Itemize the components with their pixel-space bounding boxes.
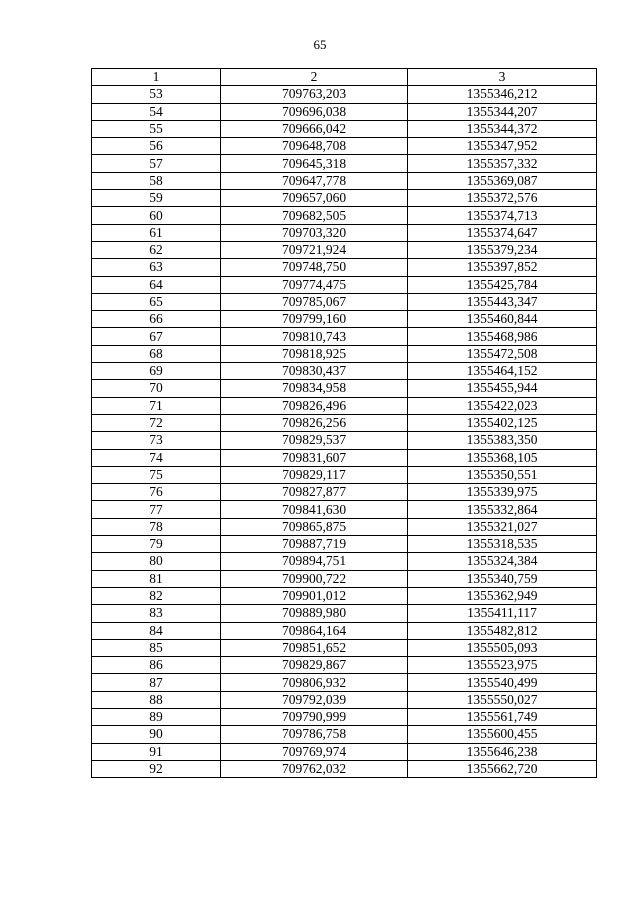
cell-y-coordinate: 1355344,372: [408, 120, 597, 137]
page-number: 65: [313, 37, 327, 52]
cell-point-number: 81: [92, 570, 221, 587]
cell-x-coordinate: 709648,708: [221, 138, 408, 155]
table-row: [92, 397, 597, 414]
cell-x-coordinate: 709834,958: [221, 380, 408, 397]
cell-y-coordinate: 1355374,647: [408, 224, 597, 241]
cell-y-coordinate: 1355374,713: [408, 207, 597, 224]
table-row: [92, 570, 597, 587]
table-row: [92, 103, 597, 120]
cell-y-coordinate: 1355347,952: [408, 138, 597, 155]
table-row: [92, 241, 597, 258]
cell-y-coordinate: 1355324,384: [408, 553, 597, 570]
cell-y-coordinate: 1355379,234: [408, 241, 597, 258]
cell-point-number: 80: [92, 553, 221, 570]
header-row: [92, 69, 597, 86]
cell-y-coordinate: 1355383,350: [408, 432, 597, 449]
column-header-point-number: 1: [92, 69, 221, 86]
cell-point-number: 82: [92, 587, 221, 604]
table-row: [92, 363, 597, 380]
cell-point-number: 68: [92, 345, 221, 362]
cell-y-coordinate: 1355422,023: [408, 397, 597, 414]
cell-x-coordinate: 709769,974: [221, 743, 408, 760]
cell-x-coordinate: 709826,256: [221, 414, 408, 431]
cell-x-coordinate: 709696,038: [221, 103, 408, 120]
cell-y-coordinate: 1355339,975: [408, 484, 597, 501]
cell-x-coordinate: 709831,607: [221, 449, 408, 466]
cell-point-number: 63: [92, 259, 221, 276]
cell-x-coordinate: 709827,877: [221, 484, 408, 501]
cell-point-number: 92: [92, 760, 221, 777]
table-row: [92, 259, 597, 276]
cell-y-coordinate: 1355425,784: [408, 276, 597, 293]
cell-point-number: 78: [92, 518, 221, 535]
table-row: [92, 190, 597, 207]
table-row: [92, 639, 597, 656]
cell-y-coordinate: 1355362,949: [408, 587, 597, 604]
cell-y-coordinate: 1355340,759: [408, 570, 597, 587]
cell-x-coordinate: 709864,164: [221, 622, 408, 639]
table-row: [92, 743, 597, 760]
cell-point-number: 69: [92, 363, 221, 380]
table-row: [92, 536, 597, 553]
cell-x-coordinate: 709792,039: [221, 691, 408, 708]
cell-x-coordinate: 709774,475: [221, 276, 408, 293]
table-row: [92, 466, 597, 483]
cell-point-number: 87: [92, 674, 221, 691]
cell-y-coordinate: 1355455,944: [408, 380, 597, 397]
cell-y-coordinate: 1355372,576: [408, 190, 597, 207]
table-row: [92, 380, 597, 397]
cell-point-number: 65: [92, 293, 221, 310]
table-row: [92, 276, 597, 293]
cell-x-coordinate: 709829,867: [221, 657, 408, 674]
cell-y-coordinate: 1355318,535: [408, 536, 597, 553]
table-row: [92, 345, 597, 362]
cell-x-coordinate: 709806,932: [221, 674, 408, 691]
table-row: [92, 760, 597, 777]
cell-x-coordinate: 709829,117: [221, 466, 408, 483]
cell-y-coordinate: 1355332,864: [408, 501, 597, 518]
cell-point-number: 89: [92, 708, 221, 725]
cell-x-coordinate: 709901,012: [221, 587, 408, 604]
cell-x-coordinate: 709785,067: [221, 293, 408, 310]
cell-y-coordinate: 1355600,455: [408, 726, 597, 743]
cell-point-number: 59: [92, 190, 221, 207]
cell-y-coordinate: 1355464,152: [408, 363, 597, 380]
table-row: [92, 518, 597, 535]
cell-y-coordinate: 1355346,212: [408, 86, 597, 103]
cell-point-number: 56: [92, 138, 221, 155]
cell-y-coordinate: 1355369,087: [408, 172, 597, 189]
cell-point-number: 58: [92, 172, 221, 189]
cell-x-coordinate: 709810,743: [221, 328, 408, 345]
cell-point-number: 90: [92, 726, 221, 743]
cell-x-coordinate: 709786,758: [221, 726, 408, 743]
table-row: [92, 155, 597, 172]
cell-point-number: 61: [92, 224, 221, 241]
cell-y-coordinate: 1355344,207: [408, 103, 597, 120]
table-row: [92, 138, 597, 155]
cell-x-coordinate: 709894,751: [221, 553, 408, 570]
cell-x-coordinate: 709841,630: [221, 501, 408, 518]
cell-y-coordinate: 1355468,986: [408, 328, 597, 345]
cell-point-number: 55: [92, 120, 221, 137]
table-row: [92, 449, 597, 466]
cell-y-coordinate: 1355368,105: [408, 449, 597, 466]
table-row: [92, 120, 597, 137]
cell-y-coordinate: 1355646,238: [408, 743, 597, 760]
cell-x-coordinate: 709748,750: [221, 259, 408, 276]
table-row: [92, 293, 597, 310]
table-row: [92, 726, 597, 743]
table-row: [92, 708, 597, 725]
coordinates-table: [91, 68, 597, 778]
cell-point-number: 86: [92, 657, 221, 674]
table-row: [92, 691, 597, 708]
cell-x-coordinate: 709889,980: [221, 605, 408, 622]
table-row: [92, 207, 597, 224]
cell-x-coordinate: 709762,032: [221, 760, 408, 777]
cell-x-coordinate: 709865,875: [221, 518, 408, 535]
table-row: [92, 501, 597, 518]
cell-point-number: 79: [92, 536, 221, 553]
table-row: [92, 484, 597, 501]
cell-y-coordinate: 1355505,093: [408, 639, 597, 656]
cell-x-coordinate: 709790,999: [221, 708, 408, 725]
cell-y-coordinate: 1355350,551: [408, 466, 597, 483]
cell-point-number: 73: [92, 432, 221, 449]
cell-point-number: 72: [92, 414, 221, 431]
cell-point-number: 76: [92, 484, 221, 501]
cell-point-number: 66: [92, 311, 221, 328]
cell-x-coordinate: 709763,203: [221, 86, 408, 103]
cell-x-coordinate: 709829,537: [221, 432, 408, 449]
cell-x-coordinate: 709657,060: [221, 190, 408, 207]
table-row: [92, 432, 597, 449]
cell-point-number: 57: [92, 155, 221, 172]
cell-y-coordinate: 1355460,844: [408, 311, 597, 328]
cell-point-number: 70: [92, 380, 221, 397]
cell-point-number: 91: [92, 743, 221, 760]
cell-y-coordinate: 1355540,499: [408, 674, 597, 691]
cell-point-number: 53: [92, 86, 221, 103]
table-row: [92, 657, 597, 674]
table-row: [92, 224, 597, 241]
cell-x-coordinate: 709682,505: [221, 207, 408, 224]
cell-point-number: 77: [92, 501, 221, 518]
table-body: [92, 86, 597, 778]
cell-x-coordinate: 709851,652: [221, 639, 408, 656]
cell-y-coordinate: 1355321,027: [408, 518, 597, 535]
cell-x-coordinate: 709830,437: [221, 363, 408, 380]
cell-x-coordinate: 709799,160: [221, 311, 408, 328]
cell-y-coordinate: 1355443,347: [408, 293, 597, 310]
cell-y-coordinate: 1355402,125: [408, 414, 597, 431]
cell-y-coordinate: 1355561,749: [408, 708, 597, 725]
table-row: [92, 605, 597, 622]
cell-y-coordinate: 1355482,812: [408, 622, 597, 639]
cell-x-coordinate: 709647,778: [221, 172, 408, 189]
cell-point-number: 62: [92, 241, 221, 258]
table-row: [92, 622, 597, 639]
cell-y-coordinate: 1355411,117: [408, 605, 597, 622]
cell-point-number: 64: [92, 276, 221, 293]
table-row: [92, 674, 597, 691]
cell-x-coordinate: 709721,924: [221, 241, 408, 258]
cell-point-number: 67: [92, 328, 221, 345]
column-header-x: 2: [221, 69, 408, 86]
table-header: [92, 69, 597, 86]
table-row: [92, 172, 597, 189]
cell-point-number: 54: [92, 103, 221, 120]
table-row: [92, 328, 597, 345]
cell-point-number: 75: [92, 466, 221, 483]
cell-y-coordinate: 1355662,720: [408, 760, 597, 777]
cell-x-coordinate: 709900,722: [221, 570, 408, 587]
table-row: [92, 553, 597, 570]
cell-x-coordinate: 709887,719: [221, 536, 408, 553]
cell-x-coordinate: 709666,042: [221, 120, 408, 137]
cell-point-number: 71: [92, 397, 221, 414]
cell-y-coordinate: 1355550,027: [408, 691, 597, 708]
cell-point-number: 84: [92, 622, 221, 639]
cell-point-number: 85: [92, 639, 221, 656]
cell-y-coordinate: 1355472,508: [408, 345, 597, 362]
column-header-y: 3: [408, 69, 597, 86]
cell-x-coordinate: 709818,925: [221, 345, 408, 362]
cell-y-coordinate: 1355523,975: [408, 657, 597, 674]
cell-y-coordinate: 1355397,852: [408, 259, 597, 276]
cell-x-coordinate: 709703,320: [221, 224, 408, 241]
cell-point-number: 88: [92, 691, 221, 708]
table-row: [92, 414, 597, 431]
table-row: [92, 587, 597, 604]
cell-x-coordinate: 709645,318: [221, 155, 408, 172]
cell-point-number: 60: [92, 207, 221, 224]
cell-point-number: 83: [92, 605, 221, 622]
table-row: [92, 86, 597, 103]
cell-x-coordinate: 709826,496: [221, 397, 408, 414]
cell-y-coordinate: 1355357,332: [408, 155, 597, 172]
table-row: [92, 311, 597, 328]
cell-point-number: 74: [92, 449, 221, 466]
